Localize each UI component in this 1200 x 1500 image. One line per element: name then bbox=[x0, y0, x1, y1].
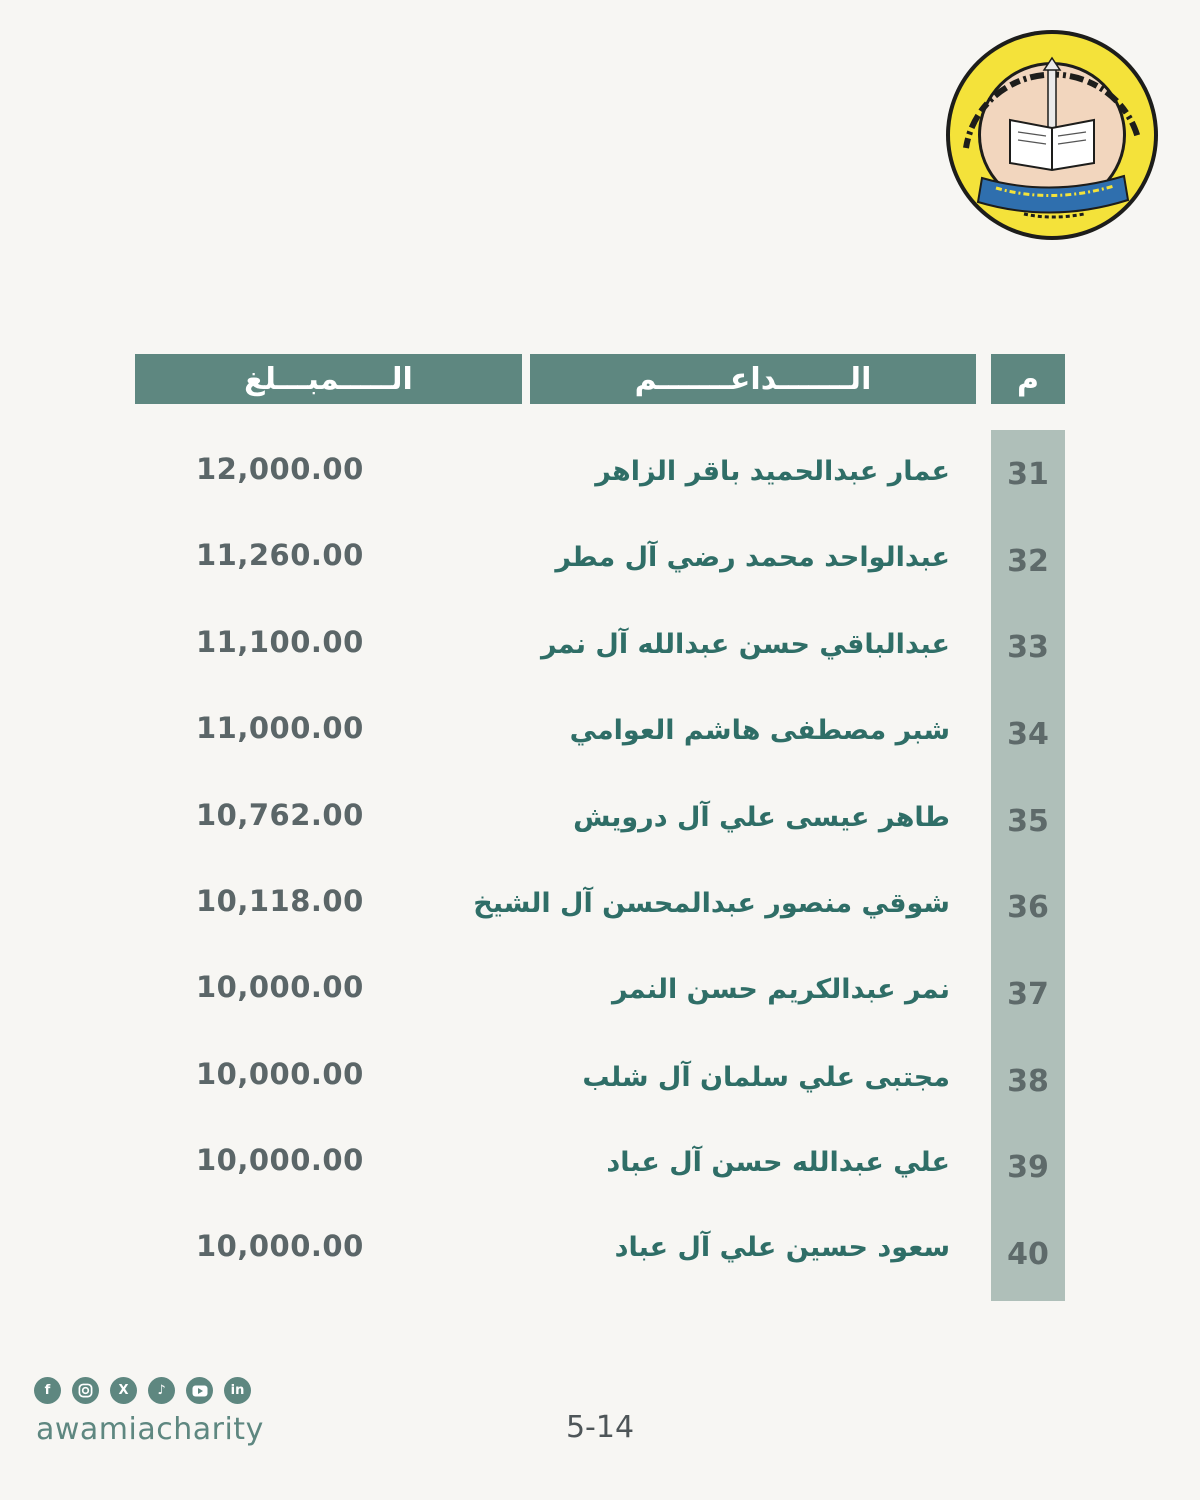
tiktok-icon[interactable]: ♪ bbox=[148, 1377, 175, 1404]
donation-amount: 11,000.00 bbox=[196, 711, 364, 745]
youtube-icon[interactable] bbox=[186, 1377, 213, 1404]
instagram-icon[interactable] bbox=[72, 1377, 99, 1404]
facebook-icon[interactable]: f bbox=[34, 1377, 61, 1404]
donor-name: عمار عبدالحميد باقر الزاهر bbox=[595, 455, 950, 487]
social-handle[interactable]: awamiacharity bbox=[36, 1412, 264, 1447]
page-number: 5-14 bbox=[565, 1410, 635, 1445]
donation-amount: 10,000.00 bbox=[196, 970, 364, 1004]
donation-amount: 10,000.00 bbox=[196, 1143, 364, 1177]
donation-amount: 11,100.00 bbox=[196, 625, 364, 659]
donor-name: شبر مصطفى هاشم العوامي bbox=[569, 714, 950, 746]
charity-logo bbox=[944, 28, 1160, 242]
donation-amount: 10,118.00 bbox=[196, 884, 364, 918]
social-icons bbox=[34, 1377, 251, 1404]
donation-amount: 12,000.00 bbox=[196, 452, 364, 486]
donor-name: عبدالباقي حسن عبدالله آل نمر bbox=[540, 628, 950, 660]
row-number: 31 bbox=[1007, 456, 1049, 492]
donation-amount: 11,260.00 bbox=[196, 538, 364, 572]
donation-amount: 10,000.00 bbox=[196, 1229, 364, 1263]
donation-amount: 10,000.00 bbox=[196, 1057, 364, 1091]
donor-name: سعود حسين علي آل عباد bbox=[614, 1231, 950, 1263]
row-number: 32 bbox=[1007, 543, 1049, 579]
donor-name: شوقي منصور عبدالمحسن آل الشيخ bbox=[473, 887, 950, 919]
header-donor: الـــــــداعـــــــم bbox=[530, 354, 976, 404]
donation-amount: 10,762.00 bbox=[196, 798, 364, 832]
row-number: 36 bbox=[1007, 889, 1049, 925]
donor-name: طاهر عيسى علي آل درويش bbox=[573, 801, 950, 833]
row-number: 34 bbox=[1007, 716, 1049, 752]
linkedin-icon[interactable]: in bbox=[224, 1377, 251, 1404]
row-number: 40 bbox=[1007, 1236, 1049, 1272]
row-number: 35 bbox=[1007, 803, 1049, 839]
header-amount: الـــــمبـــلغ bbox=[135, 354, 522, 404]
row-number: 33 bbox=[1007, 629, 1049, 665]
logo-seal bbox=[944, 28, 1160, 242]
row-number: 39 bbox=[1007, 1149, 1049, 1185]
donor-name: مجتبى علي سلمان آل شلب bbox=[582, 1061, 950, 1093]
donor-name: علي عبدالله حسن آل عباد bbox=[606, 1146, 950, 1178]
donor-name: نمر عبدالكريم حسن النمر bbox=[611, 973, 950, 1005]
row-number: 38 bbox=[1007, 1063, 1049, 1099]
row-number: 37 bbox=[1007, 976, 1049, 1012]
donor-name: عبدالواحد محمد رضي آل مطر bbox=[555, 541, 950, 573]
x-icon[interactable]: X bbox=[110, 1377, 137, 1404]
header-number: م bbox=[991, 354, 1065, 404]
